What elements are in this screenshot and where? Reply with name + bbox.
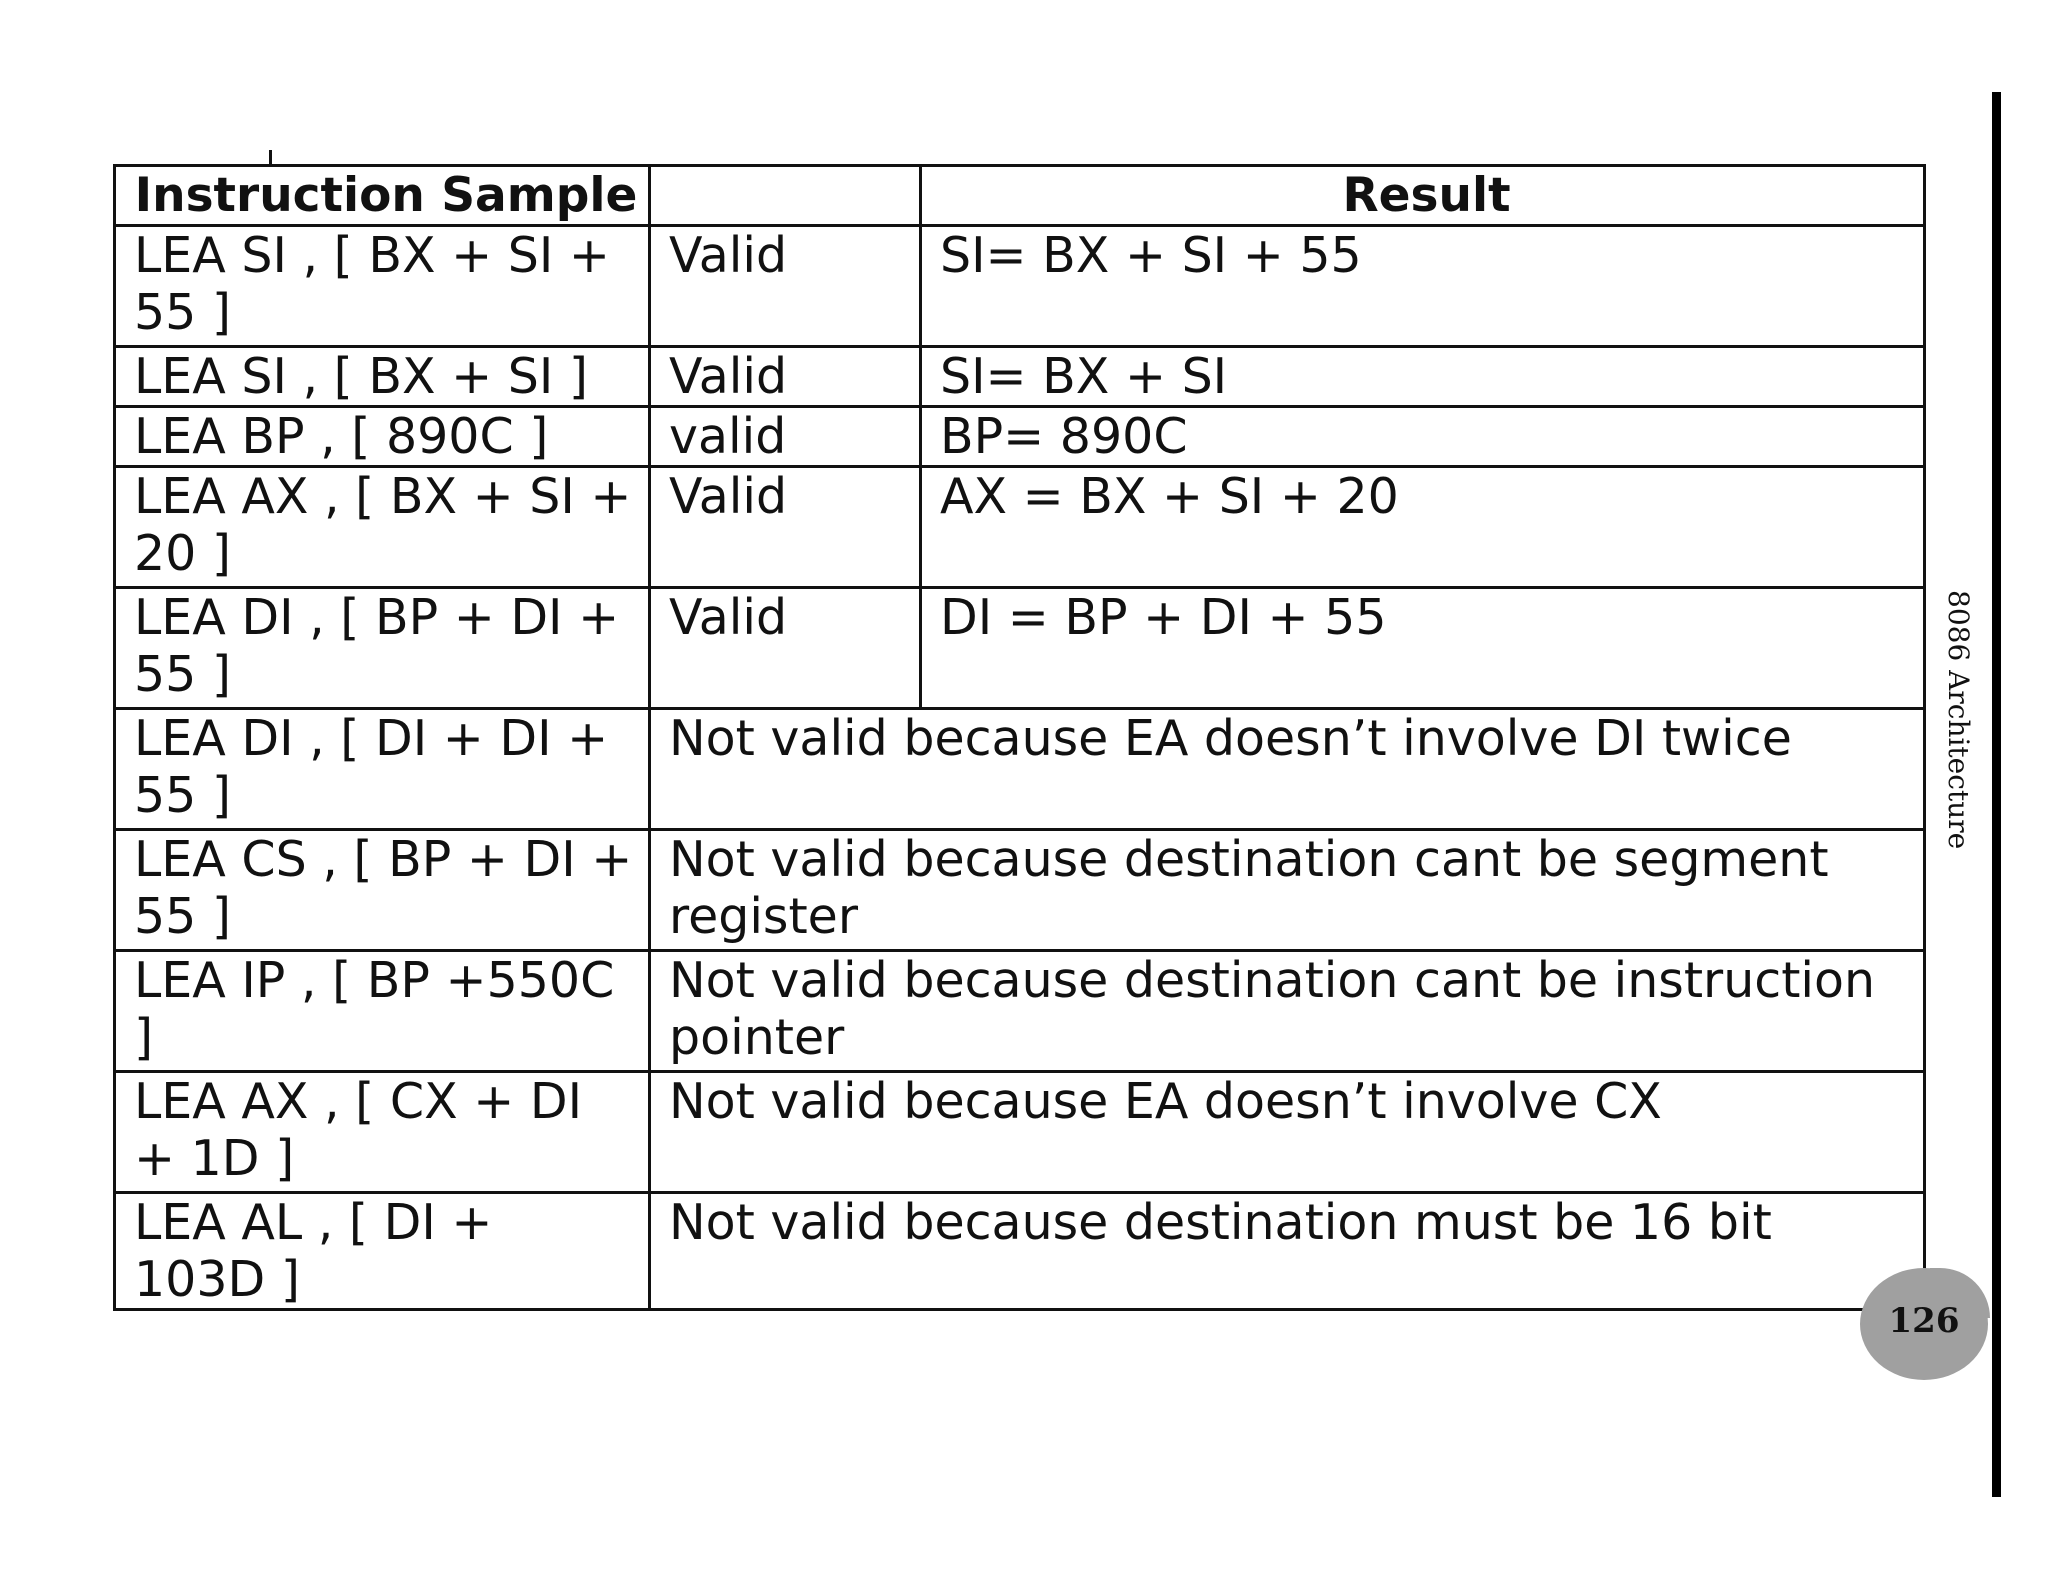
invalid-reason-cell: Not valid because EA doesn’t involve DI twice	[650, 709, 1925, 830]
header-validity	[650, 166, 921, 226]
validity-cell: Valid	[650, 467, 921, 588]
table-row	[115, 1072, 1925, 1193]
table-row	[115, 951, 1925, 1072]
invalid-reason-cell: Not valid because destination cant be segment register	[650, 830, 1925, 951]
instruction-cell: LEA AL , [ DI + 103D ]	[115, 1193, 650, 1310]
right-margin-rule	[1992, 92, 2001, 1497]
table-row	[115, 709, 1925, 830]
running-section-title: 8086 Architecture	[1942, 590, 1975, 850]
result-cell: BP= 890C	[921, 407, 1925, 467]
instruction-cell: LEA SI , [ BX + SI + 55 ]	[115, 226, 650, 347]
instruction-cell: LEA DI , [ BP + DI + 55 ]	[115, 588, 650, 709]
result-cell: SI= BX + SI	[921, 347, 1925, 407]
validity-cell: Valid	[650, 588, 921, 709]
instruction-cell: LEA SI , [ BX + SI ]	[115, 347, 650, 407]
result-cell: DI = BP + DI + 55	[921, 588, 1925, 709]
result-cell: SI= BX + SI + 55	[921, 226, 1925, 347]
table-row	[115, 588, 1925, 709]
table-row	[115, 226, 1925, 347]
page-number: 126	[1888, 1301, 1960, 1341]
table-row	[115, 407, 1925, 467]
table-row	[115, 467, 1925, 588]
instruction-cell: LEA DI , [ DI + DI + 55 ]	[115, 709, 650, 830]
instruction-cell: LEA AX , [ BX + SI + 20 ]	[115, 467, 650, 588]
table-header-row	[115, 166, 1925, 226]
invalid-reason-cell: Not valid because destination cant be instruction pointer	[650, 951, 1925, 1072]
table-row	[115, 1193, 1925, 1310]
result-cell: AX = BX + SI + 20	[921, 467, 1925, 588]
instruction-cell: LEA CS , [ BP + DI + 55 ]	[115, 830, 650, 951]
header-result: Result	[921, 166, 1925, 226]
instruction-cell: LEA AX , [ CX + DI + 1D ]	[115, 1072, 650, 1193]
table-row	[115, 830, 1925, 951]
table-row	[115, 347, 1925, 407]
validity-cell: Valid	[650, 347, 921, 407]
validity-cell: Valid	[650, 226, 921, 347]
instruction-cell: LEA IP , [ BP +550C ]	[115, 951, 650, 1072]
header-instruction-sample: Instruction Sample	[115, 166, 650, 226]
validity-cell: valid	[650, 407, 921, 467]
invalid-reason-cell: Not valid because destination must be 16 bit	[650, 1193, 1925, 1310]
invalid-reason-cell: Not valid because EA doesn’t involve CX	[650, 1072, 1925, 1193]
lea-instruction-table	[113, 164, 1926, 1311]
instruction-cell: LEA BP , [ 890C ]	[115, 407, 650, 467]
